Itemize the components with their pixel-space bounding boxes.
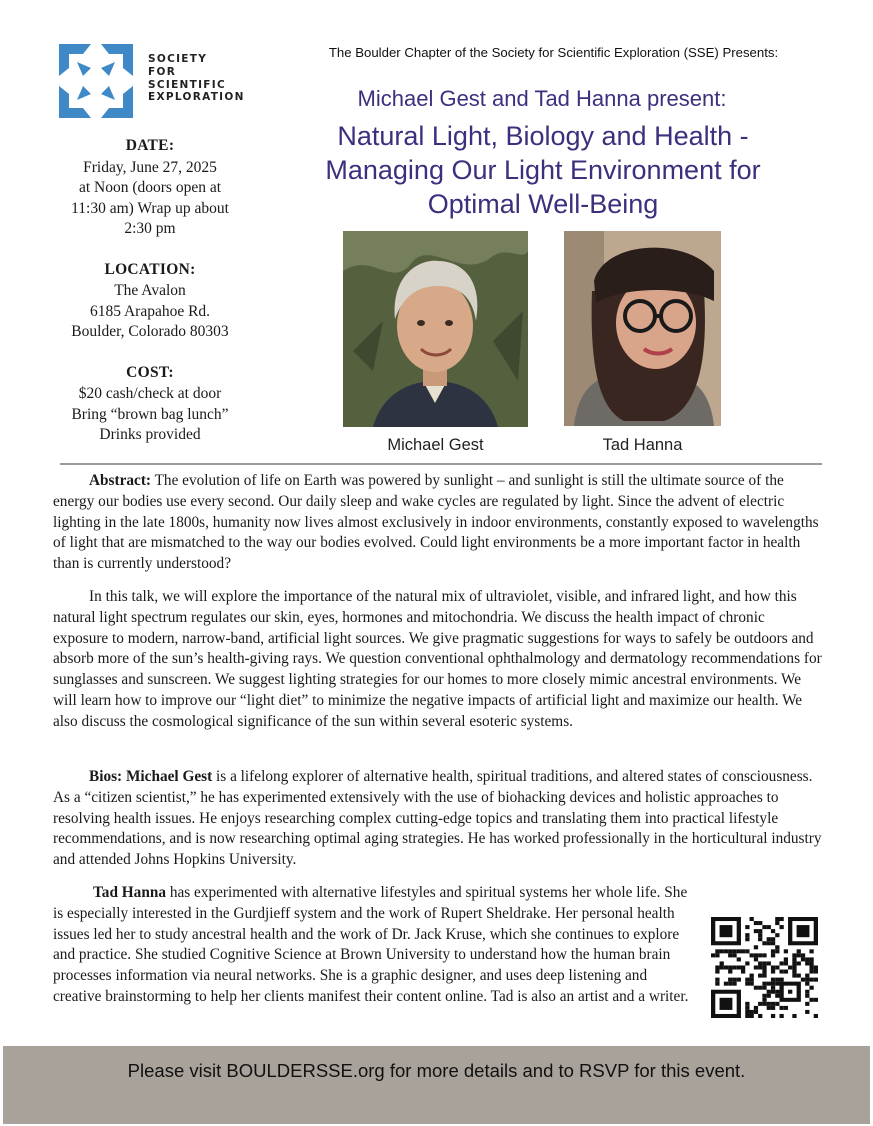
- cost-label: COST:: [126, 363, 174, 381]
- tad-bio-paragraph: [53, 883, 693, 1008]
- sse-logo-mark-icon: [57, 42, 135, 120]
- logo-line: FOR: [148, 65, 177, 78]
- rsvp-message[interactable]: Please visit BOULDERSSE.org for more details and to RSVP for this event.: [127, 1060, 746, 1081]
- date-line: 11:30 am) Wrap up about: [71, 199, 229, 217]
- date-line: 2:30 pm: [124, 220, 176, 237]
- location-line: Boulder, Colorado 80303: [71, 323, 229, 340]
- abstract-label: Abstract:: [89, 472, 152, 489]
- michael-bio-text: is a lifelong explorer of alternative health, spiritual traditions, and altered states of consciousness. As a “citizen scientist,” he has experimented extensively with the use of biohacking devices and holistic approaches to resolving health issues. He enjoys researching complex cutting-edge topics and translating them into practical lifestyle recommendations, and is now researching optimal aging strategies. He has worked professionally in the horticultural industry and attended Johns Hopkins University.: [53, 768, 822, 869]
- location-block: [50, 260, 250, 343]
- talk-paragraph: In this talk, we will explore the importance of the natural mix of ultraviolet, visible, and infrared light, and how this natural light spectrum regulates our skin, eyes, hormones and mitochondria. We discuss the health impact of chronic exposure to modern, narrow-band, artificial light sources. We give pragmatic suggestions for ways to safely be outdoors and absorb more of the sun’s health-giving rays. We question conventional ophthalmology and dermatology recommendations for sunglasses and sunscreen. We suggest lighting strategies for our homes to more closely mimic ancestral environments. We will learn how to improve our “light diet” to minimize the negative impacts of artificial light and maximize our health. We also discuss the cosmological significance of the sun within several esoteric systems.: [53, 588, 822, 730]
- qr-code-icon: [711, 917, 818, 1018]
- divider: [60, 463, 822, 465]
- footer-banner: [3, 1046, 870, 1124]
- cost-block: [50, 363, 250, 446]
- abstract-paragraph: [53, 471, 823, 575]
- cost-line: Bring “brown bag lunch”: [71, 405, 229, 423]
- tad-hanna-caption: Tad Hanna: [602, 436, 683, 454]
- michael-gest-photo: [343, 231, 528, 427]
- tad-hanna-photo: [564, 231, 721, 426]
- cost-line: $20 cash/check at door: [78, 385, 222, 402]
- logo-line: EXPLORATION: [148, 91, 245, 104]
- sse-logo[interactable]: [57, 42, 252, 120]
- sse-logo-wordmark: [148, 53, 245, 104]
- qr-code[interactable]: [711, 917, 818, 1018]
- event-details: [50, 136, 250, 466]
- portrait-woman-icon: [564, 231, 721, 426]
- location-line: 6185 Arapahoe Rd.: [89, 302, 211, 320]
- logo-line: SCIENTIFIC: [148, 78, 226, 91]
- date-line: at Noon (doors open at: [78, 179, 222, 196]
- presenters-heading: Michael Gest and Tad Hanna present:: [357, 86, 727, 111]
- michael-bio-paragraph: [53, 767, 823, 871]
- portrait-man-icon: [343, 231, 528, 427]
- michael-gest-caption: Michael Gest: [387, 436, 484, 454]
- location-label: LOCATION:: [104, 260, 196, 278]
- bios-label: Bios:: [89, 768, 123, 785]
- logo-line: SOCIETY: [148, 53, 208, 65]
- location-line: The Avalon: [114, 282, 186, 299]
- tad-bio-name: Tad Hanna: [93, 884, 166, 901]
- date-label: DATE:: [125, 137, 175, 154]
- tad-bio-text: has experimented with alternative lifestyles and spiritual systems her whole life. She is especially interested in the Gurdjieff system and the work of Rupert Sheldrake. Her personal health issues led her to study ancestral health and the work of Dr. Jack Kruse, which she continues to explore and practice. She studied Cognitive Science at Brown University to understand how the human brain processes information via neural networks. She is a graphic designer, and uses deep listening and creative brainstorming to help her clients manifest their content online. Tad is also an artist and a writer.: [53, 884, 689, 1005]
- abstract-text: The evolution of life on Earth was powered by sunlight – and sunlight is still the ultimate source of the energy our bodies use every second. Our daily sleep and wake cycles are regulated by light. Since the advent of electric lighting in the late 1800s, humanity now lives almost exclusively in indoor environments, constantly exposed to wavelengths of light that are mismatched to the way our bodies evolved. Could light environments be a more important factor in health than is currently understood?: [53, 472, 819, 573]
- cost-line: Drinks provided: [99, 426, 201, 443]
- date-line: Friday, June 27, 2025: [83, 158, 217, 176]
- presenting-organization: The Boulder Chapter of the Society for Scientific Exploration (SSE) Presents:: [328, 45, 779, 60]
- michael-bio-name: Michael Gest: [125, 768, 213, 785]
- event-title: Natural Light, Biology and Health - Managing Our Light Environment for Optimal Well-Being: [325, 121, 761, 219]
- date-block: [50, 136, 250, 240]
